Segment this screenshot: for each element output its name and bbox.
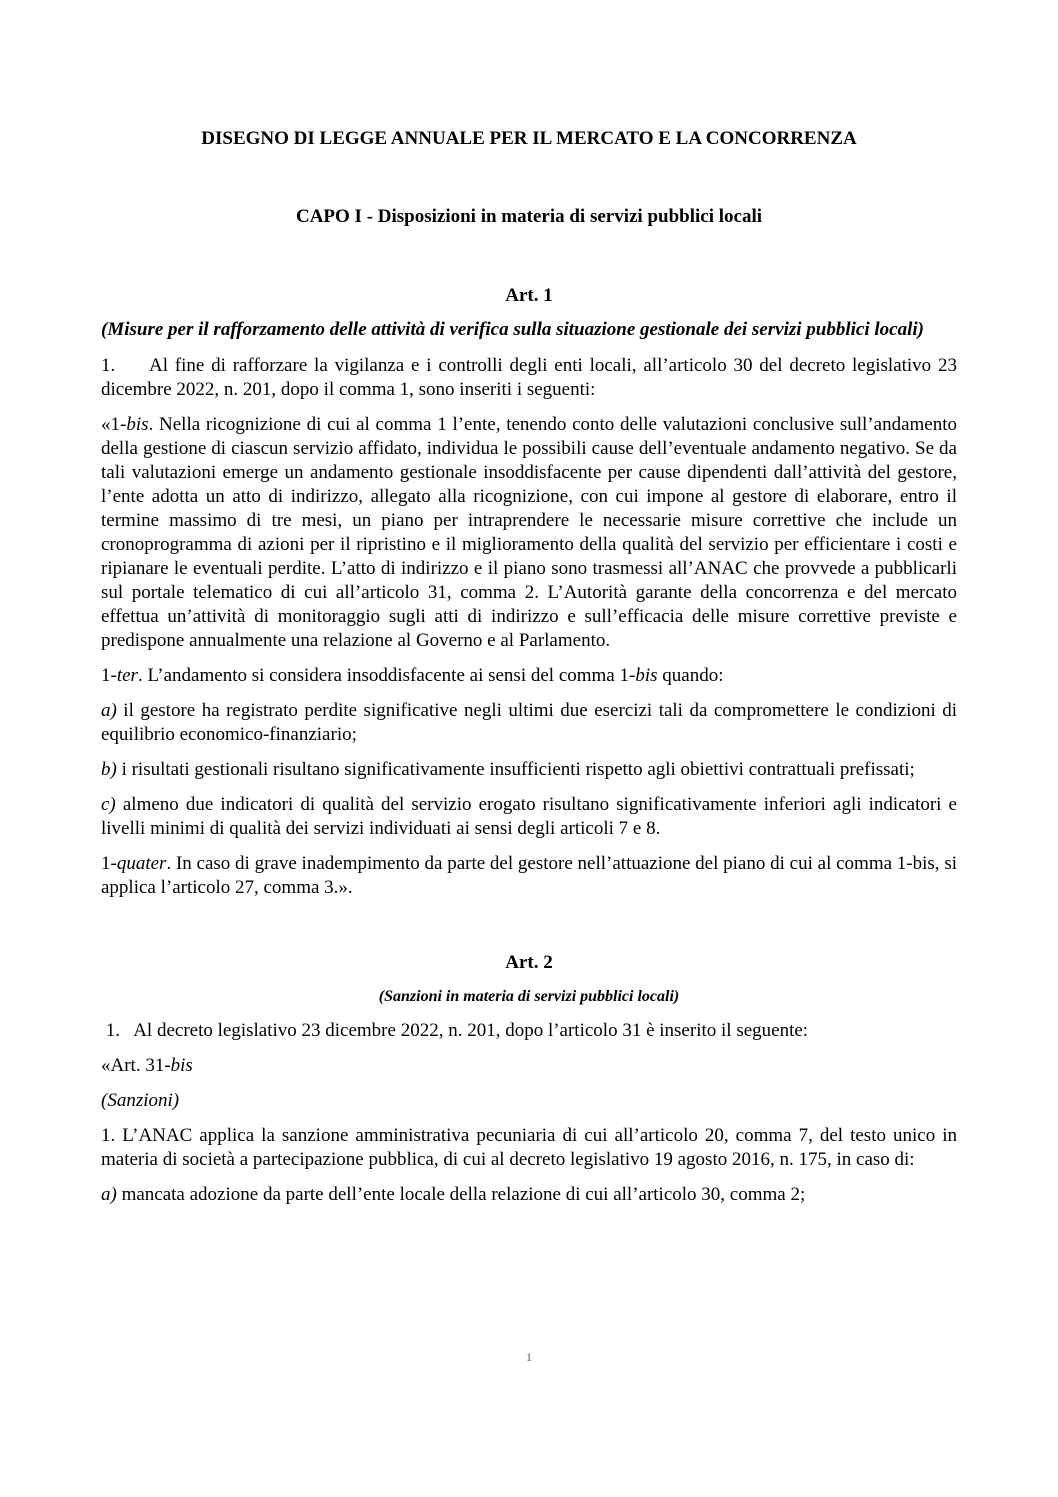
paragraph-text: Al fine di rafforzare la vigilanza e i controlli degli enti locali, all’articolo 30 del decreto legislativo 23 dicembre 2022, n. 201, dopo il comma 1, sono inseriti i seguenti: <box>101 355 957 400</box>
article-ref-suffix: bis <box>170 1055 193 1076</box>
article-31-bis-heading <box>101 1054 957 1078</box>
document-body <box>101 284 957 1218</box>
comma-prefix: 1- <box>101 853 117 874</box>
comma-text: . In caso di grave inadempimento da parte del gestore nell’attuazione del piano di cui al comma 1-bis, si applica l’articolo 27, comma 3.». <box>101 853 957 898</box>
article-ref: «Art. 31- <box>101 1055 171 1076</box>
comma-1-bis <box>101 413 957 653</box>
letter-c <box>101 793 957 841</box>
letter-text: il gestore ha registrato perdite significative negli ultimi due esercizi tali da compromettere le condizioni di equilibrio economico-finanziario; <box>101 700 957 745</box>
letter-label: a) <box>101 1184 117 1205</box>
comma-text: . Nella ricognizione di cui al comma 1 l’ente, tenendo conto delle valutazioni conclusive sull’andamento della gestione di ciascun servizio affidato, individua le possibili cause dell’eventuale andamento negativo. Se da tali valutazioni emerge un andamento gestionale insoddisfacente per cause dipendenti dall’attività del gestore, l’ente adotta un atto di indirizzo, allegato alla ricognizione, con cui impone al gestore di elaborare, entro il termine massimo di tre mesi, un piano per intraprendere le necessarie misure correttive che include un cronoprogramma di azioni per il ripristino e il miglioramento della qualità del servizio per efficientare i costi e ripianare le eventuali perdite. L’atto di indirizzo e il piano sono trasmessi all’ANAC che provvede a pubblicarli sul portale telematico di cui all’articolo 31, comma 2. L’Autorità garante della concorrenza e del mercato effettua un’attività di monitoraggio sugli atti di indirizzo e sull’efficacia delle misure correttive previste e predispone annualmente una relazione al Governo e al Parlamento. <box>101 414 957 651</box>
article-1 <box>101 284 957 900</box>
comma-reference: bis <box>635 665 658 686</box>
comma-text: . L’andamento si considera insoddisfacente ai sensi del comma 1- <box>137 665 636 686</box>
article-1-heading: Art. 1 <box>505 285 553 306</box>
chapter-title: CAPO I - Disposizioni in materia di servizi pubblici locali <box>295 206 763 227</box>
letter-text: almeno due indicatori di qualità del servizio erogato risultano significativamente inferiori agli indicatori e livelli minimi di qualità dei servizi individuati ai sensi degli articoli 7 e 8. <box>101 794 957 839</box>
letter-label: c) <box>101 794 116 815</box>
letter-label: a) <box>101 700 117 721</box>
comma-1-quater <box>101 852 957 900</box>
comma-text-end: quando: <box>657 665 724 686</box>
letter-text: i risultati gestionali risultano significativamente insufficienti rispetto agli obiettivi contrattuali prefissati; <box>116 759 915 780</box>
article-2 <box>101 951 957 1207</box>
letter-text: mancata adozione da parte dell’ente locale della relazione di cui all’articolo 30, comma 2; <box>116 1184 806 1205</box>
article-2-subtitle: (Sanzioni in materia di servizi pubblici locali) <box>378 988 680 1005</box>
article-2-heading: Art. 2 <box>505 952 553 973</box>
letter-a <box>101 699 957 747</box>
paragraph-number: 1. <box>101 355 116 376</box>
page-number: 1 <box>526 1350 532 1364</box>
letter-b <box>101 758 957 782</box>
document-title: DISEGNO DI LEGGE ANNUALE PER IL MERCATO E LA CONCORRENZA <box>201 128 857 149</box>
article-1-subtitle: (Misure per il rafforzamento delle attività di verifica sulla situazione gestionale dei servizi pubblici locali) <box>101 319 924 340</box>
comma-1-ter <box>101 664 957 688</box>
sanzioni-heading: (Sanzioni) <box>101 1090 180 1111</box>
comma-suffix: ter <box>116 665 138 686</box>
comma-prefix: «1- <box>101 414 127 435</box>
letter-label: b) <box>101 759 117 780</box>
article-2-paragraph-2: 1. L’ANAC applica la sanzione amministrativa pecuniaria di cui all’articolo 20, comma 7, del testo unico in materia di società a partecipazione pubblica, di cui al decreto legislativo 19 agosto 2016, n. 175, in caso di: <box>101 1125 957 1170</box>
article-1-paragraph-1 <box>101 354 957 402</box>
article-2-letter-a <box>101 1183 957 1207</box>
comma-prefix: 1- <box>101 665 117 686</box>
article-2-paragraph-1: 1. Al decreto legislativo 23 dicembre 2022, n. 201, dopo l’articolo 31 è inserito il seguente: <box>101 1020 809 1041</box>
comma-suffix: bis <box>126 414 149 435</box>
comma-suffix: quater <box>116 853 167 874</box>
section-spacer <box>101 911 957 951</box>
